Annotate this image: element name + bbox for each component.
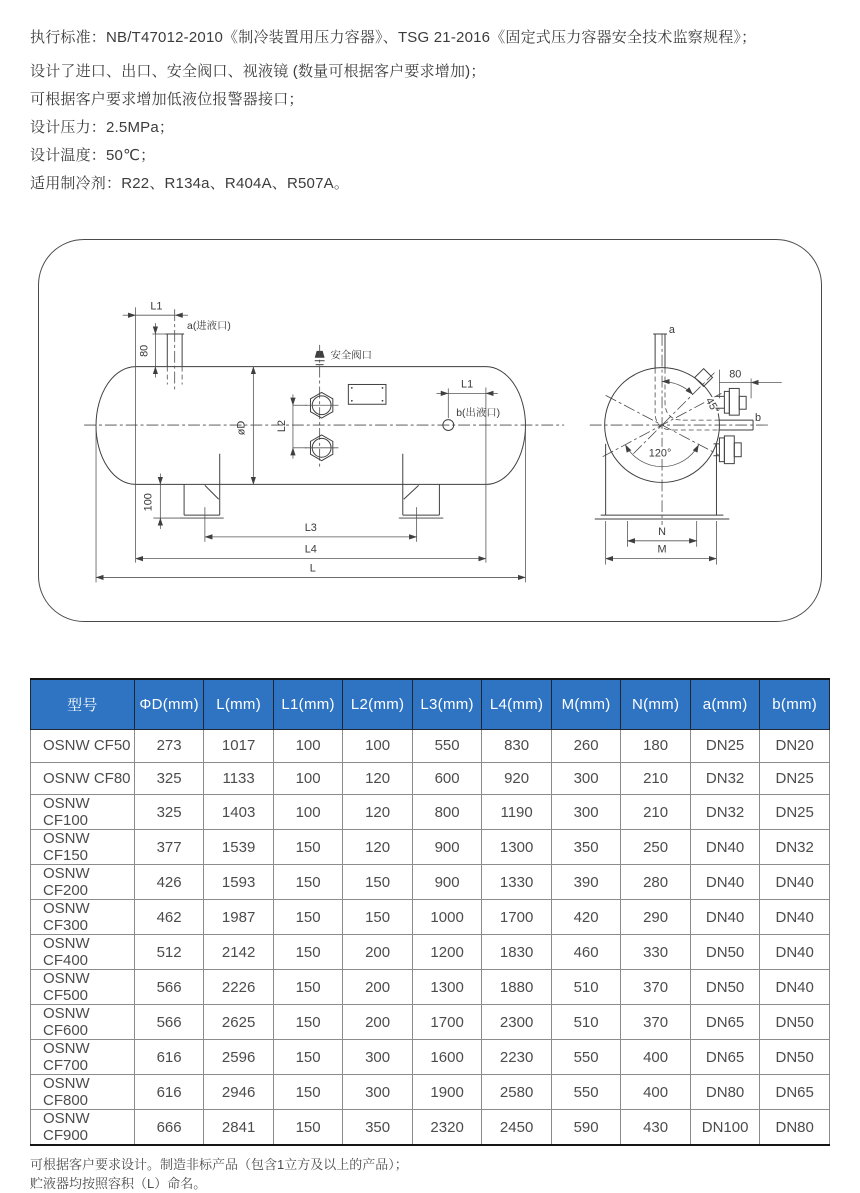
note-line: 可根据客户要求设计。制造非标产品（包含1立方及以上的产品）； bbox=[30, 1157, 408, 1173]
value-cell: 1190 bbox=[482, 795, 552, 830]
value-cell: 2226 bbox=[204, 970, 274, 1005]
value-cell: 1593 bbox=[204, 865, 274, 900]
end-inlet-label: a bbox=[668, 324, 675, 337]
value-cell: 150 bbox=[273, 830, 343, 865]
column-header: a(mm) bbox=[690, 679, 760, 730]
value-cell: 400 bbox=[621, 1075, 691, 1110]
value-cell: 1000 bbox=[412, 900, 482, 935]
value-cell: 1880 bbox=[482, 970, 552, 1005]
value-cell: DN65 bbox=[760, 1075, 830, 1110]
value-cell: DN50 bbox=[690, 935, 760, 970]
value-cell: 100 bbox=[273, 762, 343, 795]
value-cell: 150 bbox=[343, 900, 413, 935]
value-cell: 462 bbox=[134, 900, 204, 935]
value-cell: 510 bbox=[551, 1005, 621, 1040]
value-cell: 350 bbox=[343, 1110, 413, 1146]
value-cell: DN40 bbox=[760, 900, 830, 935]
value-cell: 150 bbox=[273, 865, 343, 900]
value-cell: 2580 bbox=[482, 1075, 552, 1110]
intro-section bbox=[0, 0, 860, 198]
value-cell: 1200 bbox=[412, 935, 482, 970]
value-cell: 830 bbox=[482, 730, 552, 763]
value-cell: DN20 bbox=[760, 730, 830, 763]
value-cell: DN65 bbox=[690, 1005, 760, 1040]
value-cell: 150 bbox=[273, 900, 343, 935]
column-header: L2(mm) bbox=[343, 679, 413, 730]
dim-label-80-end: 80 bbox=[729, 368, 742, 381]
intro-line: 执行标准：NB/T47012-2010《制冷装置用压力容器》、TSG 21-2016《固定式压力容器安全技术监察规程》； bbox=[30, 29, 757, 46]
value-cell: 370 bbox=[621, 970, 691, 1005]
value-cell: 566 bbox=[134, 970, 204, 1005]
value-cell: 566 bbox=[134, 1005, 204, 1040]
value-cell: DN32 bbox=[690, 795, 760, 830]
value-cell: 350 bbox=[551, 830, 621, 865]
value-cell: 300 bbox=[551, 795, 621, 830]
value-cell: 290 bbox=[621, 900, 691, 935]
value-cell: 1133 bbox=[204, 762, 274, 795]
model-cell: OSNW CF150 bbox=[31, 830, 135, 865]
dim-label-l3: L3 bbox=[304, 521, 317, 534]
value-cell: 430 bbox=[621, 1110, 691, 1146]
column-header: ΦD(mm) bbox=[134, 679, 204, 730]
value-cell: DN40 bbox=[690, 865, 760, 900]
dim-label-120: 120° bbox=[648, 447, 672, 460]
outlet-label: b(出液口) bbox=[456, 408, 501, 420]
dim-label-80: 80 bbox=[138, 344, 151, 357]
value-cell: 325 bbox=[134, 795, 204, 830]
value-cell: 616 bbox=[134, 1075, 204, 1110]
value-cell: 800 bbox=[412, 795, 482, 830]
value-cell: 2596 bbox=[204, 1040, 274, 1075]
model-cell: OSNW CF300 bbox=[31, 900, 135, 935]
value-cell: 666 bbox=[134, 1110, 204, 1146]
value-cell: DN40 bbox=[690, 900, 760, 935]
model-cell: OSNW CF600 bbox=[31, 1005, 135, 1040]
end-view bbox=[590, 324, 782, 565]
model-cell: OSNW CF500 bbox=[31, 970, 135, 1005]
table-row bbox=[31, 935, 830, 970]
value-cell: 460 bbox=[551, 935, 621, 970]
value-cell: 120 bbox=[343, 830, 413, 865]
table-row bbox=[31, 1005, 830, 1040]
intro-line: 适用制冷剂：R22、R134a、R404A、R507A。 bbox=[30, 175, 350, 192]
value-cell: 120 bbox=[343, 795, 413, 830]
value-cell: 210 bbox=[621, 795, 691, 830]
value-cell: 550 bbox=[551, 1075, 621, 1110]
value-cell: 150 bbox=[273, 970, 343, 1005]
model-cell: OSNW CF80 bbox=[31, 762, 135, 795]
value-cell: 273 bbox=[134, 730, 204, 763]
value-cell: DN80 bbox=[760, 1110, 830, 1146]
value-cell: DN40 bbox=[760, 865, 830, 900]
table-row bbox=[31, 830, 830, 865]
value-cell: 150 bbox=[273, 1075, 343, 1110]
column-header: L(mm) bbox=[204, 679, 274, 730]
table-row bbox=[31, 730, 830, 763]
value-cell: 210 bbox=[621, 762, 691, 795]
side-view bbox=[84, 300, 564, 582]
value-cell: 2230 bbox=[482, 1040, 552, 1075]
value-cell: 900 bbox=[412, 865, 482, 900]
note-line: 贮液器均按照容积（L）命名。 bbox=[30, 1176, 207, 1192]
value-cell: 1403 bbox=[204, 795, 274, 830]
value-cell: 1539 bbox=[204, 830, 274, 865]
value-cell: 200 bbox=[343, 970, 413, 1005]
value-cell: 390 bbox=[551, 865, 621, 900]
value-cell: 426 bbox=[134, 865, 204, 900]
value-cell: 120 bbox=[343, 762, 413, 795]
value-cell: 1300 bbox=[412, 970, 482, 1005]
value-cell: 300 bbox=[551, 762, 621, 795]
safety-valve-label: 安全阀口 bbox=[330, 350, 373, 362]
model-cell: OSNW CF800 bbox=[31, 1075, 135, 1110]
value-cell: DN40 bbox=[760, 935, 830, 970]
column-header: L4(mm) bbox=[482, 679, 552, 730]
value-cell: 2142 bbox=[204, 935, 274, 970]
value-cell: 260 bbox=[551, 730, 621, 763]
value-cell: 330 bbox=[621, 935, 691, 970]
table-row bbox=[31, 970, 830, 1005]
intro-line: 设计了进口、出口、安全阀口、视液镜 (数量可根据客户要求增加)； bbox=[30, 63, 486, 80]
value-cell: 150 bbox=[273, 1110, 343, 1146]
model-cell: OSNW CF700 bbox=[31, 1040, 135, 1075]
value-cell: 1700 bbox=[482, 900, 552, 935]
dim-label-m: M bbox=[657, 543, 667, 556]
dim-label-l: L bbox=[309, 562, 316, 575]
intro-line: 可根据客户要求增加低液位报警器接口； bbox=[30, 91, 304, 108]
value-cell: DN25 bbox=[690, 730, 760, 763]
table-row bbox=[31, 865, 830, 900]
flange-upper bbox=[715, 388, 746, 415]
value-cell: 300 bbox=[343, 1040, 413, 1075]
value-cell: 1330 bbox=[482, 865, 552, 900]
table-row bbox=[31, 1075, 830, 1110]
value-cell: 510 bbox=[551, 970, 621, 1005]
inlet-label: a(进液口) bbox=[187, 321, 231, 333]
sight-glass-lower bbox=[305, 435, 339, 461]
column-header: L1(mm) bbox=[273, 679, 343, 730]
column-header: 型号 bbox=[31, 679, 135, 730]
value-cell: 100 bbox=[273, 795, 343, 830]
model-cell: OSNW CF200 bbox=[31, 865, 135, 900]
dim-label-n: N bbox=[658, 525, 666, 538]
value-cell: 2946 bbox=[204, 1075, 274, 1110]
table-row bbox=[31, 1040, 830, 1075]
end-outlet-label: b bbox=[754, 412, 762, 425]
value-cell: DN50 bbox=[760, 1005, 830, 1040]
vessel-drawing bbox=[39, 240, 820, 618]
technical-drawing-panel bbox=[38, 239, 822, 622]
value-cell: DN100 bbox=[690, 1110, 760, 1146]
value-cell: 2625 bbox=[204, 1005, 274, 1040]
value-cell: 280 bbox=[621, 865, 691, 900]
value-cell: 200 bbox=[343, 935, 413, 970]
support-right bbox=[399, 454, 444, 518]
sight-glass-upper bbox=[305, 392, 339, 418]
spec-table bbox=[30, 678, 830, 1146]
intro-line: 设计压力：2.5MPa； bbox=[30, 119, 175, 136]
value-cell: 590 bbox=[551, 1110, 621, 1146]
value-cell: 250 bbox=[621, 830, 691, 865]
value-cell: 100 bbox=[343, 730, 413, 763]
value-cell: 1830 bbox=[482, 935, 552, 970]
value-cell: 1017 bbox=[204, 730, 274, 763]
dim-label-phiD: øD bbox=[235, 420, 248, 436]
dim-label-100: 100 bbox=[142, 493, 155, 512]
value-cell: 200 bbox=[343, 1005, 413, 1040]
dim-label-l1-top: L1 bbox=[150, 300, 163, 313]
value-cell: 377 bbox=[134, 830, 204, 865]
value-cell: DN25 bbox=[760, 762, 830, 795]
value-cell: 550 bbox=[412, 730, 482, 763]
dim-label-45: 45° bbox=[702, 395, 722, 416]
model-cell: OSNW CF50 bbox=[31, 730, 135, 763]
value-cell: 100 bbox=[273, 730, 343, 763]
value-cell: 600 bbox=[412, 762, 482, 795]
intro-line: 设计温度：50℃； bbox=[30, 147, 156, 164]
value-cell: 900 bbox=[412, 830, 482, 865]
value-cell: 2841 bbox=[204, 1110, 274, 1146]
value-cell: 300 bbox=[343, 1075, 413, 1110]
value-cell: 1600 bbox=[412, 1040, 482, 1075]
value-cell: 1700 bbox=[412, 1005, 482, 1040]
value-cell: 2450 bbox=[482, 1110, 552, 1146]
value-cell: 325 bbox=[134, 762, 204, 795]
model-cell: OSNW CF900 bbox=[31, 1110, 135, 1146]
dim-label-l2: L2 bbox=[276, 419, 289, 433]
value-cell: DN40 bbox=[760, 970, 830, 1005]
value-cell: 2320 bbox=[412, 1110, 482, 1146]
model-cell: OSNW CF100 bbox=[31, 795, 135, 830]
value-cell: DN25 bbox=[760, 795, 830, 830]
value-cell: 1900 bbox=[412, 1075, 482, 1110]
value-cell: DN80 bbox=[690, 1075, 760, 1110]
nameplate bbox=[348, 384, 386, 404]
model-cell: OSNW CF400 bbox=[31, 935, 135, 970]
value-cell: 512 bbox=[134, 935, 204, 970]
column-header: b(mm) bbox=[760, 679, 830, 730]
support-left bbox=[180, 454, 224, 518]
value-cell: 2300 bbox=[482, 1005, 552, 1040]
value-cell: 420 bbox=[551, 900, 621, 935]
table-row bbox=[31, 795, 830, 830]
value-cell: DN50 bbox=[690, 970, 760, 1005]
value-cell: DN32 bbox=[690, 762, 760, 795]
table-row bbox=[31, 900, 830, 935]
column-header: L3(mm) bbox=[412, 679, 482, 730]
value-cell: 150 bbox=[273, 935, 343, 970]
notes-section bbox=[30, 1155, 830, 1193]
value-cell: 150 bbox=[273, 1040, 343, 1075]
value-cell: DN32 bbox=[760, 830, 830, 865]
value-cell: 1300 bbox=[482, 830, 552, 865]
spec-table-body bbox=[31, 730, 830, 1146]
dim-label-l4: L4 bbox=[304, 543, 317, 556]
value-cell: DN65 bbox=[690, 1040, 760, 1075]
value-cell: 150 bbox=[343, 865, 413, 900]
column-header: M(mm) bbox=[551, 679, 621, 730]
value-cell: 180 bbox=[621, 730, 691, 763]
value-cell: 550 bbox=[551, 1040, 621, 1075]
value-cell: 920 bbox=[482, 762, 552, 795]
value-cell: 150 bbox=[273, 1005, 343, 1040]
value-cell: 370 bbox=[621, 1005, 691, 1040]
value-cell: DN40 bbox=[690, 830, 760, 865]
table-row bbox=[31, 1110, 830, 1146]
value-cell: 1987 bbox=[204, 900, 274, 935]
table-row bbox=[31, 762, 830, 795]
dim-label-l1-right: L1 bbox=[461, 378, 474, 391]
value-cell: 400 bbox=[621, 1040, 691, 1075]
spec-table-header-row bbox=[31, 679, 830, 730]
value-cell: DN50 bbox=[760, 1040, 830, 1075]
value-cell: 616 bbox=[134, 1040, 204, 1075]
column-header: N(mm) bbox=[621, 679, 691, 730]
